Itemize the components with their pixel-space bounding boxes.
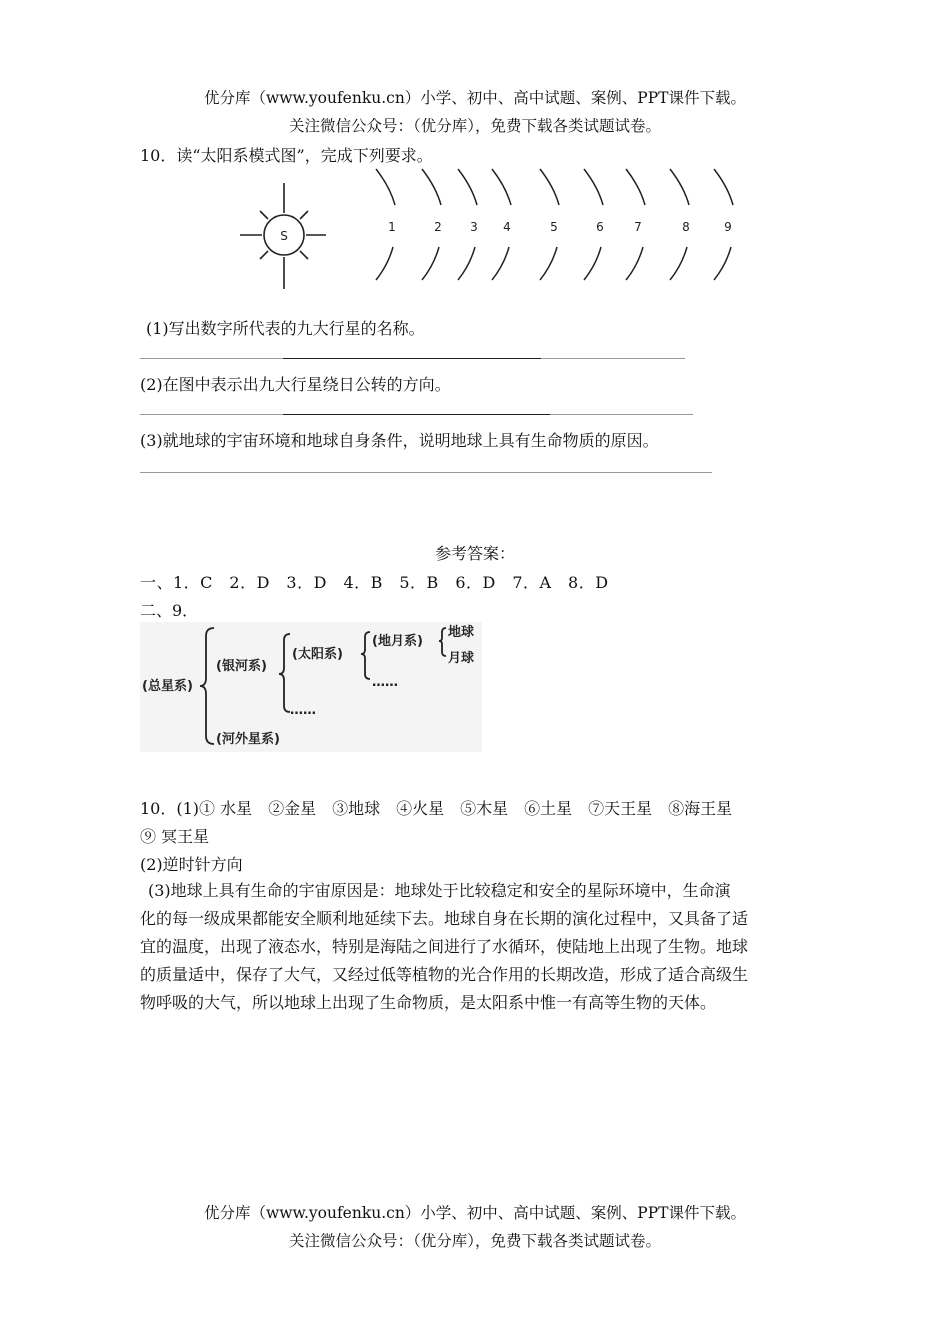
header-line-1: 优分库（www.youfenku.cn）小学、初中、高中试题、案例、PPT课件下载。 <box>203 89 747 107</box>
answer-line-3 <box>140 472 712 473</box>
planet-number-5: 5 <box>550 220 558 234</box>
header-line-2: 关注微信公众号：（优分库），免费下载各类试题试卷。 <box>288 117 661 135</box>
planet-number-2: 2 <box>434 220 442 234</box>
tree-earth: 地球 <box>448 625 475 640</box>
answer-10-3-line-5: 物呼吸的大气，所以地球上出现了生命物质，是太阳系中惟一有高等生物的天体。 <box>140 993 717 1012</box>
answer-10-3-line-3: 宜的温度，出现了液态水，特别是海陆之间进行了水循环，使陆地上出现了生物。地球 <box>140 937 749 956</box>
tree-solar-system: (太阳系) <box>292 647 343 662</box>
answer-line-2 <box>140 414 693 415</box>
planet-number-9: 9 <box>724 220 732 234</box>
tree-galaxy: (银河系) <box>216 659 267 674</box>
footer-line-1: 优分库（www.youfenku.cn）小学、初中、高中试题、案例、PPT课件下载。 <box>203 1204 747 1222</box>
question-10-2: (2)在图中表示出九大行星绕日公转的方向。 <box>140 375 451 394</box>
planet-number-6: 6 <box>596 220 604 234</box>
answer-10-3-line-2: 化的每一级成果都能安全顺利地延续下去。地球自身在长期的演化过程中，又具备了适 <box>140 909 749 928</box>
planet-number-7: 7 <box>634 220 642 234</box>
sun-label: S <box>280 229 288 243</box>
planet-number-8: 8 <box>682 220 690 234</box>
planet-number-1: 1 <box>388 220 396 234</box>
question-10-title: 10．读“太阳系模式图”，完成下列要求。 <box>140 146 433 165</box>
planet-number-4: 4 <box>503 220 511 234</box>
answer-10-2: (2)逆时针方向 <box>140 855 243 874</box>
answer-10-1: 10．(1)① 水星 ②金星 ③地球 ④火星 ⑤木星 ⑥土星 ⑦天王星 ⑧海王星 <box>140 799 733 818</box>
footer-line-2: 关注微信公众号：（优分库），免费下载各类试题试卷。 <box>288 1232 661 1250</box>
tree-moon: 月球 <box>448 651 475 666</box>
star-system-hierarchy-diagram <box>140 622 482 752</box>
question-10-3: (3)就地球的宇宙环境和地球自身条件，说明地球上具有生命物质的原因。 <box>140 431 659 450</box>
planet-number-3: 3 <box>470 220 478 234</box>
answers-title: 参考答案： <box>434 544 515 563</box>
answers-part-1: 一、1．C 2．D 3．D 4．B 5．B 6．D 7．A 8．D <box>140 573 609 592</box>
tree-root: (总星系) <box>142 679 193 694</box>
tree-ellipsis-1: …… <box>290 703 316 718</box>
tree-other-galaxies: (河外星系) <box>216 732 280 747</box>
solar-system-diagram <box>230 165 750 295</box>
answer-10-3-line-1: (3)地球上具有生命的宇宙原因是：地球处于比较稳定和安全的星际环境中，生命演 <box>148 881 731 900</box>
tree-ellipsis-2: …… <box>372 675 398 690</box>
answers-part-2: 二、9． <box>140 601 199 620</box>
answer-10-3-line-4: 的质量适中，保存了大气，又经过低等植物的光合作用的长期改造，形成了适合高级生 <box>140 965 749 984</box>
tree-earth-moon: (地月系) <box>372 634 423 649</box>
question-10-1: (1)写出数字所代表的九大行星的名称。 <box>146 319 425 338</box>
answer-10-1-cont: ⑨ 冥王星 <box>140 827 210 846</box>
answer-line-1 <box>140 358 685 359</box>
